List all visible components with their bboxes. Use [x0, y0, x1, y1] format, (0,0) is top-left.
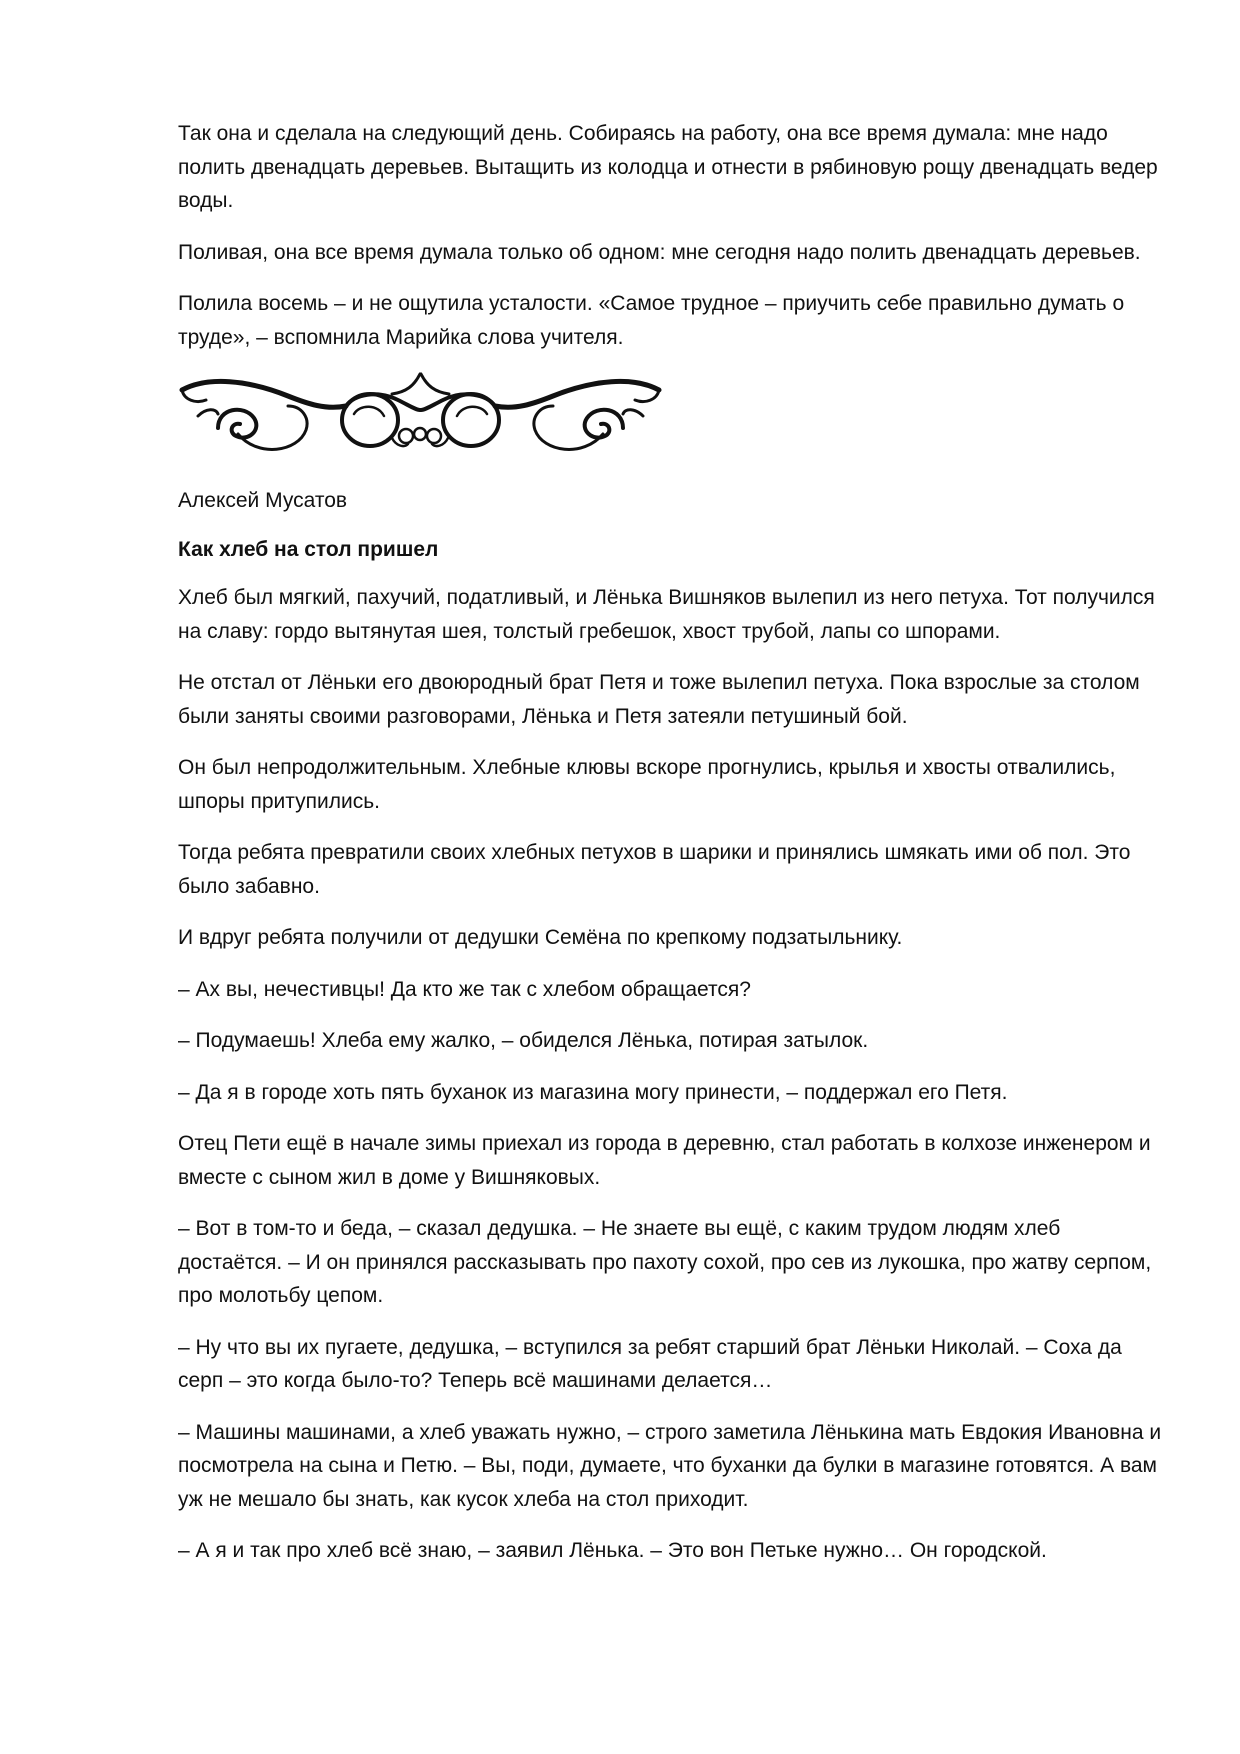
paragraph: И вдруг ребята получили от дедушки Семёна по крепкому подзатыльнику.: [178, 926, 903, 949]
paragraph: Он был непродолжительным. Хлебные клювы вскоре прогнулись, крылья и хвосты отвалились, шпоры притупились.: [178, 756, 1116, 813]
document-page: [178, 117, 1163, 1586]
paragraph: Так она и сделала на следующий день. Собираясь на работу, она все время думала: мне надо полить двенадцать деревьев. Вытащить из колодца и отнести в рябиновую рощу двенадцать ведер воды.: [178, 122, 1158, 212]
author-name: Алексей Мусатов: [178, 489, 348, 512]
story-title: Как хлеб на стол пришел: [178, 537, 439, 561]
paragraph: Полила восемь – и не ощутила усталости. «Самое трудное – приучить себе правильно думать о труде», – вспомнила Марийка слова учителя.: [178, 292, 1125, 349]
dialogue-line: – Машины машинами, а хлеб уважать нужно, – строго заметила Лёнькина мать Евдокия Ивановна и посмотрела на сына и Петю. – Вы, поди, думаете, что буханки да булки в магазине готовятся. А вам уж не мешало бы знать, как кусок хлеба на стол приходит.: [178, 1420, 1162, 1511]
paragraph: Поливая, она все время думала только об одном: мне сегодня надо полить двенадцать деревьев.: [178, 240, 1141, 264]
paragraph: Отец Пети ещё в начале зимы приехал из города в деревню, стал работать в колхозе инженером и вместе с сыном жил в доме у Вишняковых.: [178, 1132, 1151, 1189]
dialogue-line: – Вот в том-то и беда, – сказал дедушка. – Не знаете вы ещё, с каким трудом людям хлеб достаётся. – И он принялся рассказывать про пахоту сохой, про сев из лукошка, про жатву серпом, про молотьбу цепом.: [178, 1217, 1152, 1307]
paragraph: Хлеб был мягкий, пахучий, податливый, и Лёнька Вишняков вылепил из него петуха. Тот получился на славу: гордо вытянутая шея, толстый гребешок, хвост трубой, лапы со шпорами.: [178, 586, 1155, 643]
dialogue-line: – Ах вы, нечестивцы! Да кто же так с хлебом обращается?: [178, 977, 751, 1001]
paragraph: Не отстал от Лёньки его двоюродный брат Петя и тоже вылепил петуха. Пока взрослые за столом были заняты своими разговорами, Лёнька и Петя затеяли петушиный бой.: [178, 671, 1140, 728]
dialogue-line: – Ну что вы их пугаете, дедушка, – вступился за ребят старший брат Лёньки Николай. – Соха да серп – это когда было-то? Теперь всё машинами делается…: [178, 1335, 1122, 1392]
dialogue-line: – Да я в городе хоть пять буханок из магазина могу принести, – поддержал его Петя.: [178, 1080, 1008, 1104]
dialogue-line: – Подумаешь! Хлеба ему жалко, – обиделся Лёнька, потирая затылок.: [178, 1029, 869, 1052]
paragraph: Тогда ребята превратили своих хлебных петухов в шарики и принялись шмякать ими об пол. Это было забавно.: [178, 841, 1131, 898]
decorative-divider-icon: [178, 370, 663, 458]
dialogue-line: – А я и так про хлеб всё знаю, – заявил Лёнька. – Это вон Петьке нужно… Он городской.: [178, 1539, 1047, 1562]
